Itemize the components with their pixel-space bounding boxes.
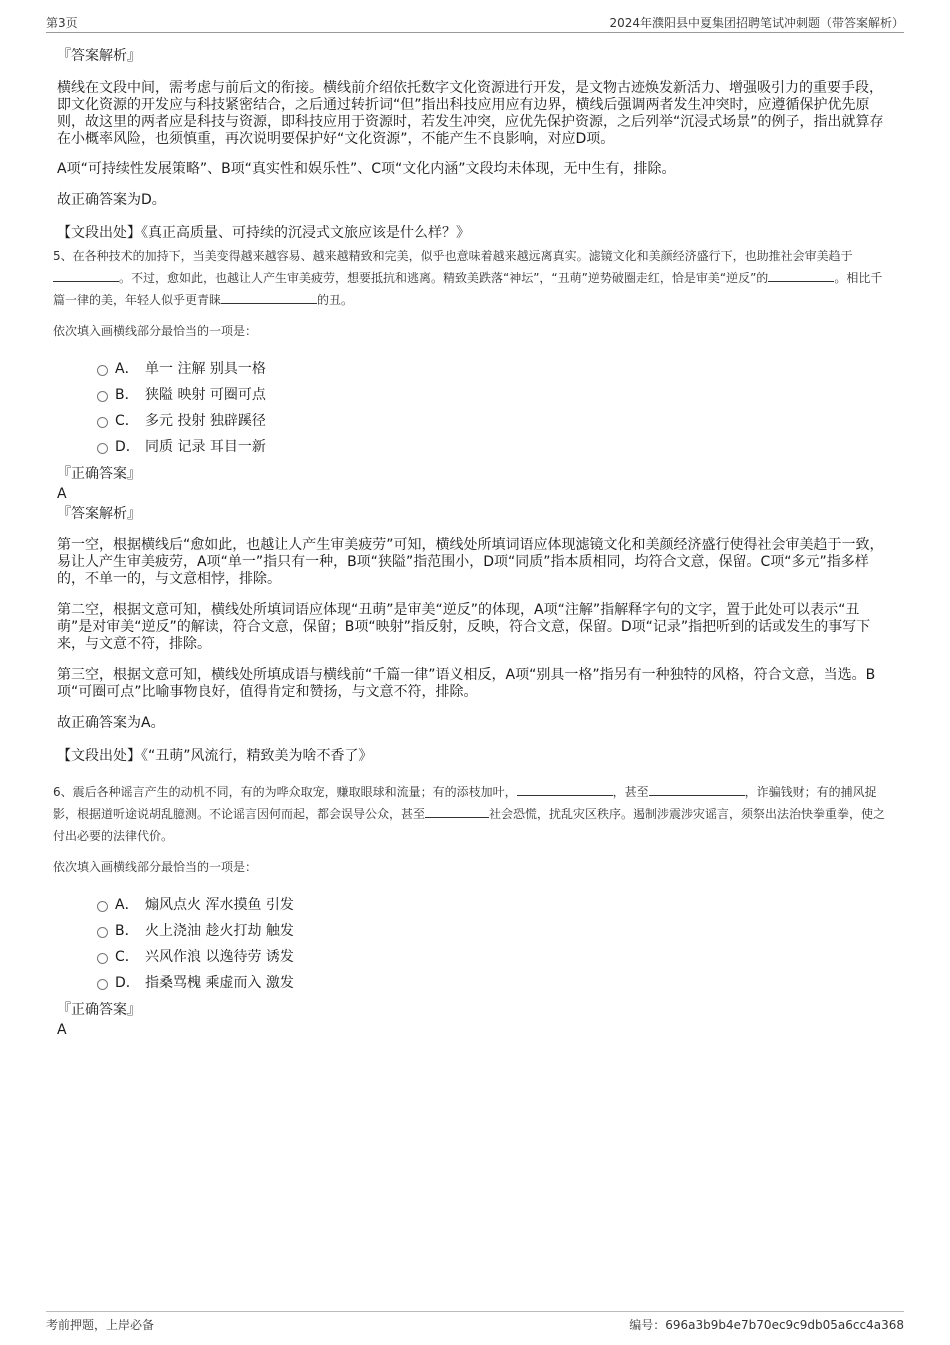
radio-icon[interactable] <box>97 391 108 402</box>
option-b[interactable]: B． 狭隘 映射 可圈可点 <box>57 382 892 408</box>
correct-answer-label: 『正确答案』 <box>57 466 141 482</box>
document-body <box>53 46 892 1040</box>
fill-blank <box>768 269 834 282</box>
page-footer <box>46 1311 904 1336</box>
footer-slogan: 考前押题，上岸必备 <box>46 1318 155 1332</box>
source-citation: 【文段出处】《真正高质量、可持续的沉浸式文旅应该是什么样？》 <box>57 225 470 241</box>
radio-icon[interactable] <box>97 417 108 428</box>
fill-blank <box>221 291 317 304</box>
option-b[interactable]: B． 火上浇油 趁火打劫 触发 <box>57 918 892 944</box>
analysis-label: 『答案解析』 <box>57 506 141 522</box>
option-c[interactable]: C． 兴风作浪 以逸待劳 诱发 <box>57 944 892 970</box>
option-c[interactable]: C． 多元 投射 独辟蹊径 <box>57 408 892 434</box>
analysis-label: 『答案解析』 <box>57 48 141 64</box>
analysis-paragraph: 第三空，根据文意可知，横线处所填成语与横线前“千篇一律”语义相反，A项“别具一格”指另有一种独特的风格，符合文意，当选。B项“可圈可点”比喻事物良好，值得肯定和赞扬，与文意不符，排除。 <box>57 667 876 700</box>
answer-conclusion: 故正确答案为D。 <box>57 192 166 208</box>
question-5-text: 5、在各种技术的加持下，当美变得越来越容易、越来越精致和完美，似乎也意味着越来越远离真实。滤镜文化和美颜经济盛行下，也助推社会审美趋于。不过，愈如此，也越让人产生审美疲劳，想要抵抗和逃离。精致美跌落“神坛”，“丑萌”逆势破圈走红，恰是审美“逆反”的 。相比千篇一律的美，年轻人似乎更青睐 的丑。 <box>53 249 883 307</box>
analysis-paragraph: 第二空，根据文意可知，横线处所填词语应体现“丑萌”是审美“逆反”的体现，A项“注解”指解释字句的文字，置于此处可以表示“丑萌”是对审美“逆反”的解读，符合文意，保留；B项“映射”指反射，反映，符合文意，保留。D项“记录”指把听到的话或发生的事写下来，与文意不符，排除。 <box>57 602 871 652</box>
question-6-text: 6、震后各种谣言产生的动机不同，有的为哗众取宠，赚取眼球和流量；有的添枝加叶， ，甚至 ，诈骗钱财；有的捕风捉影，根据道听途说胡乱臆测。不论谣言因何而起，都会误导公众，甚至 社会恐慌，扰乱灾区秩序。遏制涉震涉灾谣言，须祭出法治快拳重拳，使之付出必要的法律代价。 <box>53 785 886 843</box>
radio-icon[interactable] <box>97 953 108 964</box>
radio-icon[interactable] <box>97 901 108 912</box>
option-a[interactable]: A． 单一 注解 别具一格 <box>57 356 892 382</box>
correct-answer-value: A <box>57 486 67 502</box>
question-prompt: 依次填入画横线部分最恰当的一项是： <box>53 324 258 338</box>
radio-icon[interactable] <box>97 927 108 938</box>
analysis-paragraph: 第一空，根据横线后“愈如此，也越让人产生审美疲劳”可知，横线处所填词语应体现滤镜文化和美颜经济盛行使得社会审美趋于一致，易让人产生审美疲劳，A项“单一”指只有一种，B项“狭隘”指范围小，D项“同质”指本质相同，均符合文意，保留。C项“多元”指多样的，不单一的，与文意相悖，排除。 <box>57 537 884 587</box>
answer-conclusion: 故正确答案为A。 <box>57 715 165 731</box>
source-citation: 【文段出处】《“丑萌”风流行，精致美为啥不香了》 <box>57 748 373 764</box>
radio-icon[interactable] <box>97 443 108 454</box>
correct-answer-label: 『正确答案』 <box>57 1002 141 1018</box>
fill-blank <box>425 805 489 818</box>
question-5-options <box>57 356 892 460</box>
analysis-paragraph: A项“可持续性发展策略”、B项“真实性和娱乐性”、C项“文化内涵”文段均未体现，无中生有，排除。 <box>57 161 676 177</box>
page-header <box>46 12 904 33</box>
correct-answer-value: A <box>57 1022 67 1038</box>
question-prompt: 依次填入画横线部分最恰当的一项是： <box>53 860 258 874</box>
question-6-options <box>57 892 892 996</box>
analysis-paragraph: 横线在文段中间，需考虑与前后文的衔接。横线前介绍依托数字文化资源进行开发，是文物古迹焕发新活力、增强吸引力的重要手段，即文化资源的开发应与科技紧密结合，之后通过转折词“但”指出科技应用应有边界，横线后强调两者发生冲突时，应遵循保护优先原则，故这里的两者应是科技与资源，即科技应用于资源时，若发生冲突，应优先保护资源，之后列举“沉浸式场景”的例子，指出就算存在小概率风险，也须慎重，再次说明要保护好“文化资源”，不能产生不良影响，对应D项。 <box>57 80 884 147</box>
option-d[interactable]: D． 同质 记录 耳目一新 <box>57 434 892 460</box>
document-id: 编号：696a3b9b4e7b70ec9c9db05a6cc4a368 <box>629 1318 904 1332</box>
fill-blank <box>53 269 119 282</box>
radio-icon[interactable] <box>97 365 108 376</box>
option-a[interactable]: A． 煽风点火 浑水摸鱼 引发 <box>57 892 892 918</box>
radio-icon[interactable] <box>97 979 108 990</box>
page-number: 第3页 <box>46 16 78 30</box>
fill-blank <box>649 783 745 796</box>
option-d[interactable]: D． 指桑骂槐 乘虚而入 激发 <box>57 970 892 996</box>
document-title: 2024年濮阳县中夏集团招聘笔试冲刺题（带答案解析） <box>609 16 904 30</box>
fill-blank <box>517 783 613 796</box>
